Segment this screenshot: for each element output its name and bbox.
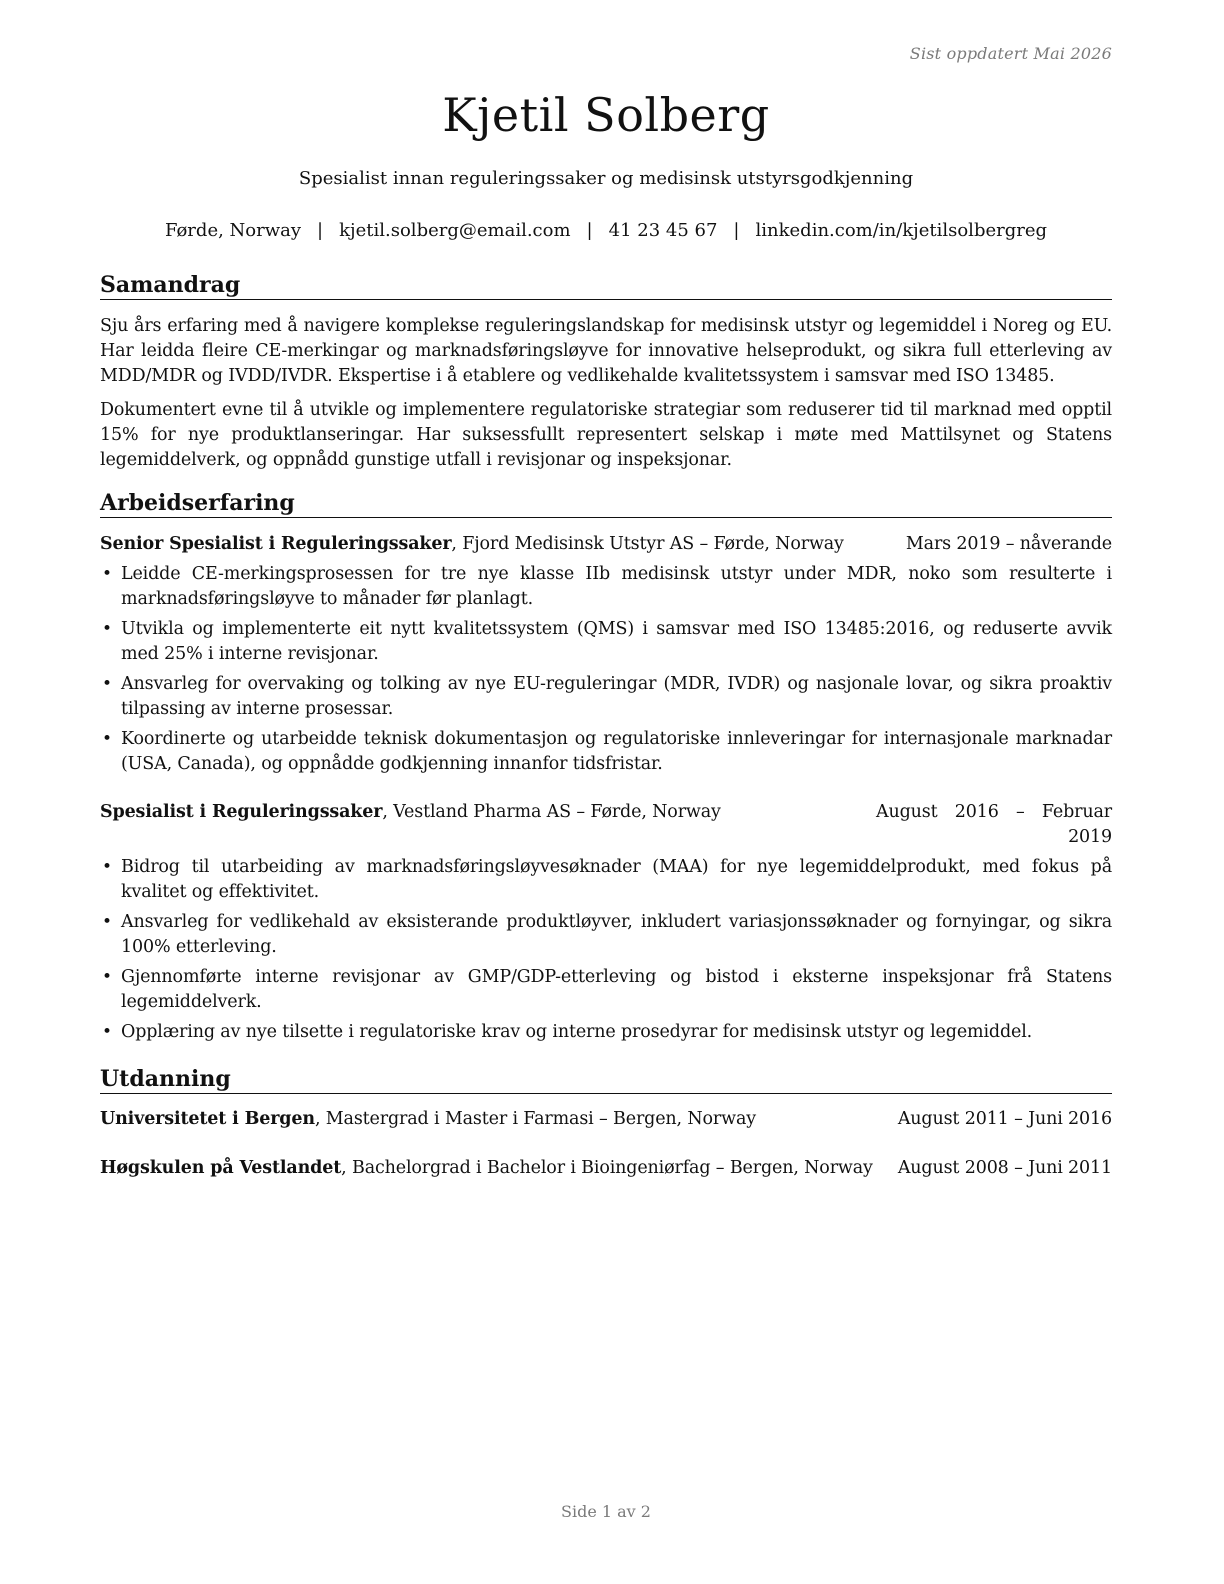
list-item: • Utvikla og implementerte eit nytt kvalitetssystem (QMS) i samsvar med ISO 13485:2016, og reduserte avvik med 25% i interne revisjonar. xyxy=(100,617,1112,667)
candidate-name: Kjetil Solberg xyxy=(442,88,770,142)
contact-line xyxy=(100,220,1112,241)
education-detail: , Mastergrad i Master i Farmasi – Bergen, Norway xyxy=(314,1109,756,1129)
list-item: • Opplæring av nye tilsette i regulatoriske krav og interne prosedyrar for medisinsk utstyr og legemiddel. xyxy=(100,1020,1112,1045)
job-dates: Mars 2019 – nåverande xyxy=(905,534,1112,554)
education-school: Høgskulen på Vestlandet xyxy=(100,1158,342,1178)
job-company: , Vestland Pharma AS – Førde, Norway xyxy=(382,802,721,822)
job-dates-line: 2019 xyxy=(1068,827,1112,847)
education-item xyxy=(100,1156,1112,1181)
contact-location: Førde, Norway xyxy=(164,220,302,241)
contact-linkedin[interactable]: linkedin.com/in/kjetilsolbergreg xyxy=(755,220,1048,241)
summary-paragraph: Sju års erfaring med å navigere komplekse reguleringslandskap for medisinsk utstyr og legemiddel i Noreg og EU. Har leidda fleire CE-merkingar og marknadsføringsløyve for innovative helseprodukt, og sikra full etterleving av MDD/MDR og IVDD/IVDR. Ekspertise i å etablere og vedlikehalde kvalitetssystem i samsvar med ISO 13485. xyxy=(100,316,1112,386)
list-item: • Ansvarleg for overvaking og tolking av nye EU-reguleringar (MDR, IVDR) og nasjonale lovar, og sikra proaktiv tilpassing av interne prosessar. xyxy=(100,672,1112,722)
list-item: • Koordinerte og utarbeidde teknisk dokumentasjon og regulatoriske innleveringar for internasjonale marknadar (USA, Canada), og oppnådde godkjenning innanfor tidsfristar. xyxy=(100,727,1112,777)
list-item: • Leidde CE-merkingsprosessen for tre nye klasse IIb medisinsk utstyr under MDR, noko som resulterte i marknadsføringsløyve to månader før planlagt. xyxy=(100,562,1112,612)
list-item: • Ansvarleg for vedlikehald av eksisterande produktløyver, inkludert variasjonssøknader og fornyingar, og sikra 100% etterleving. xyxy=(100,910,1112,960)
contact-email[interactable]: kjetil.solberg@email.com xyxy=(339,220,571,241)
contact-phone: 41 23 45 67 xyxy=(608,220,718,241)
job-header xyxy=(100,532,1112,557)
resume-page xyxy=(100,0,1112,1584)
job-dates-line: August 2016 – Februar xyxy=(876,802,1112,822)
section-title-experience: Arbeidserfaring xyxy=(100,490,1112,518)
headline: Spesialist innan reguleringssaker og medisinsk utstyrsgodkjenning xyxy=(298,168,914,189)
section-title-summary: Samandrag xyxy=(100,272,1112,300)
job-bullets xyxy=(100,855,1112,1050)
education-school: Universitetet i Bergen xyxy=(100,1109,315,1129)
job-dates xyxy=(876,800,1112,850)
job-company: , Fjord Medisinsk Utstyr AS – Førde, Norway xyxy=(451,534,844,554)
contact-separator: | xyxy=(317,220,324,241)
job-role: Senior Spesialist i Reguleringssaker xyxy=(100,534,452,554)
list-item: • Gjennomførte interne revisjonar av GMP/GDP-etterleving og bistod i eksterne inspeksjonar frå Statens legemiddelverk. xyxy=(100,965,1112,1015)
education-dates: August 2011 – Juni 2016 xyxy=(897,1109,1112,1129)
contact-separator: | xyxy=(586,220,593,241)
summary-paragraph: Dokumentert evne til å utvikle og implementere regulatoriske strategiar som reduserer tid til marknad med opptil 15% for nye produktlanseringar. Har suksessfullt representert selskap i møte med Mattilsynet og Statens legemiddelverk, og oppnådd gunstige utfall i revisjonar og inspeksjonar. xyxy=(100,400,1112,470)
job-bullets xyxy=(100,562,1112,782)
list-item: • Bidrog til utarbeiding av marknadsføringsløyvesøknader (MAA) for nye legemiddelprodukt, med fokus på kvalitet og effektivitet. xyxy=(100,855,1112,905)
section-title-education: Utdanning xyxy=(100,1066,1112,1094)
job-header xyxy=(100,800,1112,850)
education-detail: , Bachelorgrad i Bachelor i Bioingeniørfag – Bergen, Norway xyxy=(341,1158,873,1178)
job-role: Spesialist i Reguleringssaker xyxy=(100,802,383,822)
education-dates: August 2008 – Juni 2011 xyxy=(897,1158,1112,1178)
education-item xyxy=(100,1107,1112,1132)
contact-separator: | xyxy=(733,220,740,241)
page-number: Side 1 av 2 xyxy=(561,1502,651,1521)
last-updated: Sist oppdatert Mai 2026 xyxy=(909,44,1112,63)
